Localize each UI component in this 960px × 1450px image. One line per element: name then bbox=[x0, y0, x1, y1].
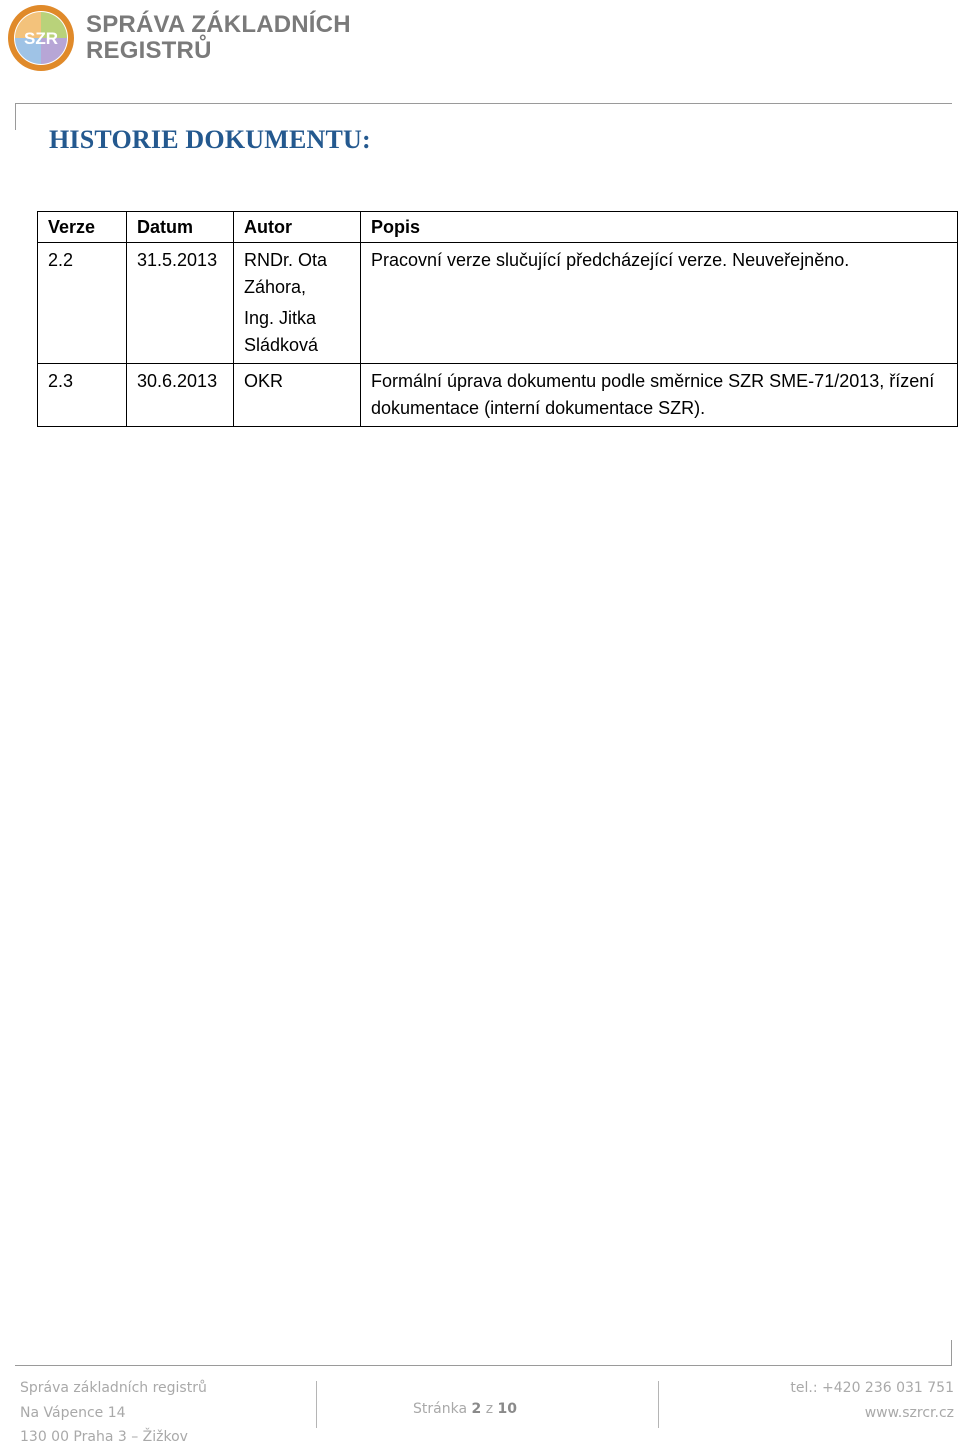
page-separator: z bbox=[485, 1401, 494, 1417]
page-number bbox=[413, 1401, 517, 1417]
header-rule bbox=[15, 103, 952, 104]
szr-logo bbox=[6, 3, 76, 73]
cell-author bbox=[234, 364, 361, 427]
table-header-row bbox=[38, 212, 958, 243]
footer-rule-corner bbox=[951, 1340, 952, 1366]
footer-org: Správa základních registrů bbox=[20, 1380, 207, 1396]
author-line: OKR bbox=[244, 371, 284, 391]
author-line: Ing. Jitka Sládková bbox=[244, 308, 319, 355]
page-total: 10 bbox=[497, 1401, 517, 1417]
footer-city: 130 00 Praha 3 – Žižkov bbox=[20, 1429, 188, 1445]
author-line: RNDr. Ota Záhora, bbox=[244, 250, 328, 297]
column-header-description: Popis bbox=[361, 212, 958, 243]
header-rule-corner bbox=[15, 104, 16, 130]
org-name-line-1: SPRÁVA ZÁKLADNÍCH bbox=[86, 11, 351, 38]
footer-rule bbox=[15, 1365, 952, 1366]
cell-author bbox=[234, 243, 361, 364]
cell-description: Formální úprava dokumentu podle směrnice SZR SME-71/2013, řízení dokumentace (interní dokumentace SZR). bbox=[361, 364, 958, 427]
page-prefix: Stránka bbox=[413, 1401, 468, 1417]
section-title: HISTORIE DOKUMENTU: bbox=[49, 125, 371, 154]
page-current: 2 bbox=[471, 1401, 482, 1417]
history-table bbox=[37, 211, 958, 427]
footer-divider bbox=[658, 1381, 659, 1428]
column-header-date: Datum bbox=[127, 212, 234, 243]
column-header-version: Verze bbox=[38, 212, 127, 243]
footer-contact bbox=[790, 1376, 954, 1425]
table-row bbox=[38, 364, 958, 427]
cell-description: Pracovní verze slučující předcházející verze. Neuveřejněno. bbox=[361, 243, 958, 364]
cell-version: 2.2 bbox=[38, 243, 127, 364]
cell-date: 30.6.2013 bbox=[127, 364, 234, 427]
footer-address bbox=[20, 1376, 207, 1450]
table-row bbox=[38, 243, 958, 364]
logo-text: SZR bbox=[24, 29, 58, 48]
footer-phone: tel.: +420 236 031 751 bbox=[790, 1380, 954, 1396]
footer-street: Na Vápence 14 bbox=[20, 1404, 126, 1421]
column-header-author: Autor bbox=[234, 212, 361, 243]
cell-version: 2.3 bbox=[38, 364, 127, 427]
org-name-line-2: REGISTRŮ bbox=[86, 37, 212, 64]
organization-name bbox=[86, 12, 351, 64]
footer-web-link[interactable]: www.szrcr.cz bbox=[864, 1404, 954, 1421]
cell-date: 31.5.2013 bbox=[127, 243, 234, 364]
footer-divider bbox=[316, 1381, 317, 1428]
